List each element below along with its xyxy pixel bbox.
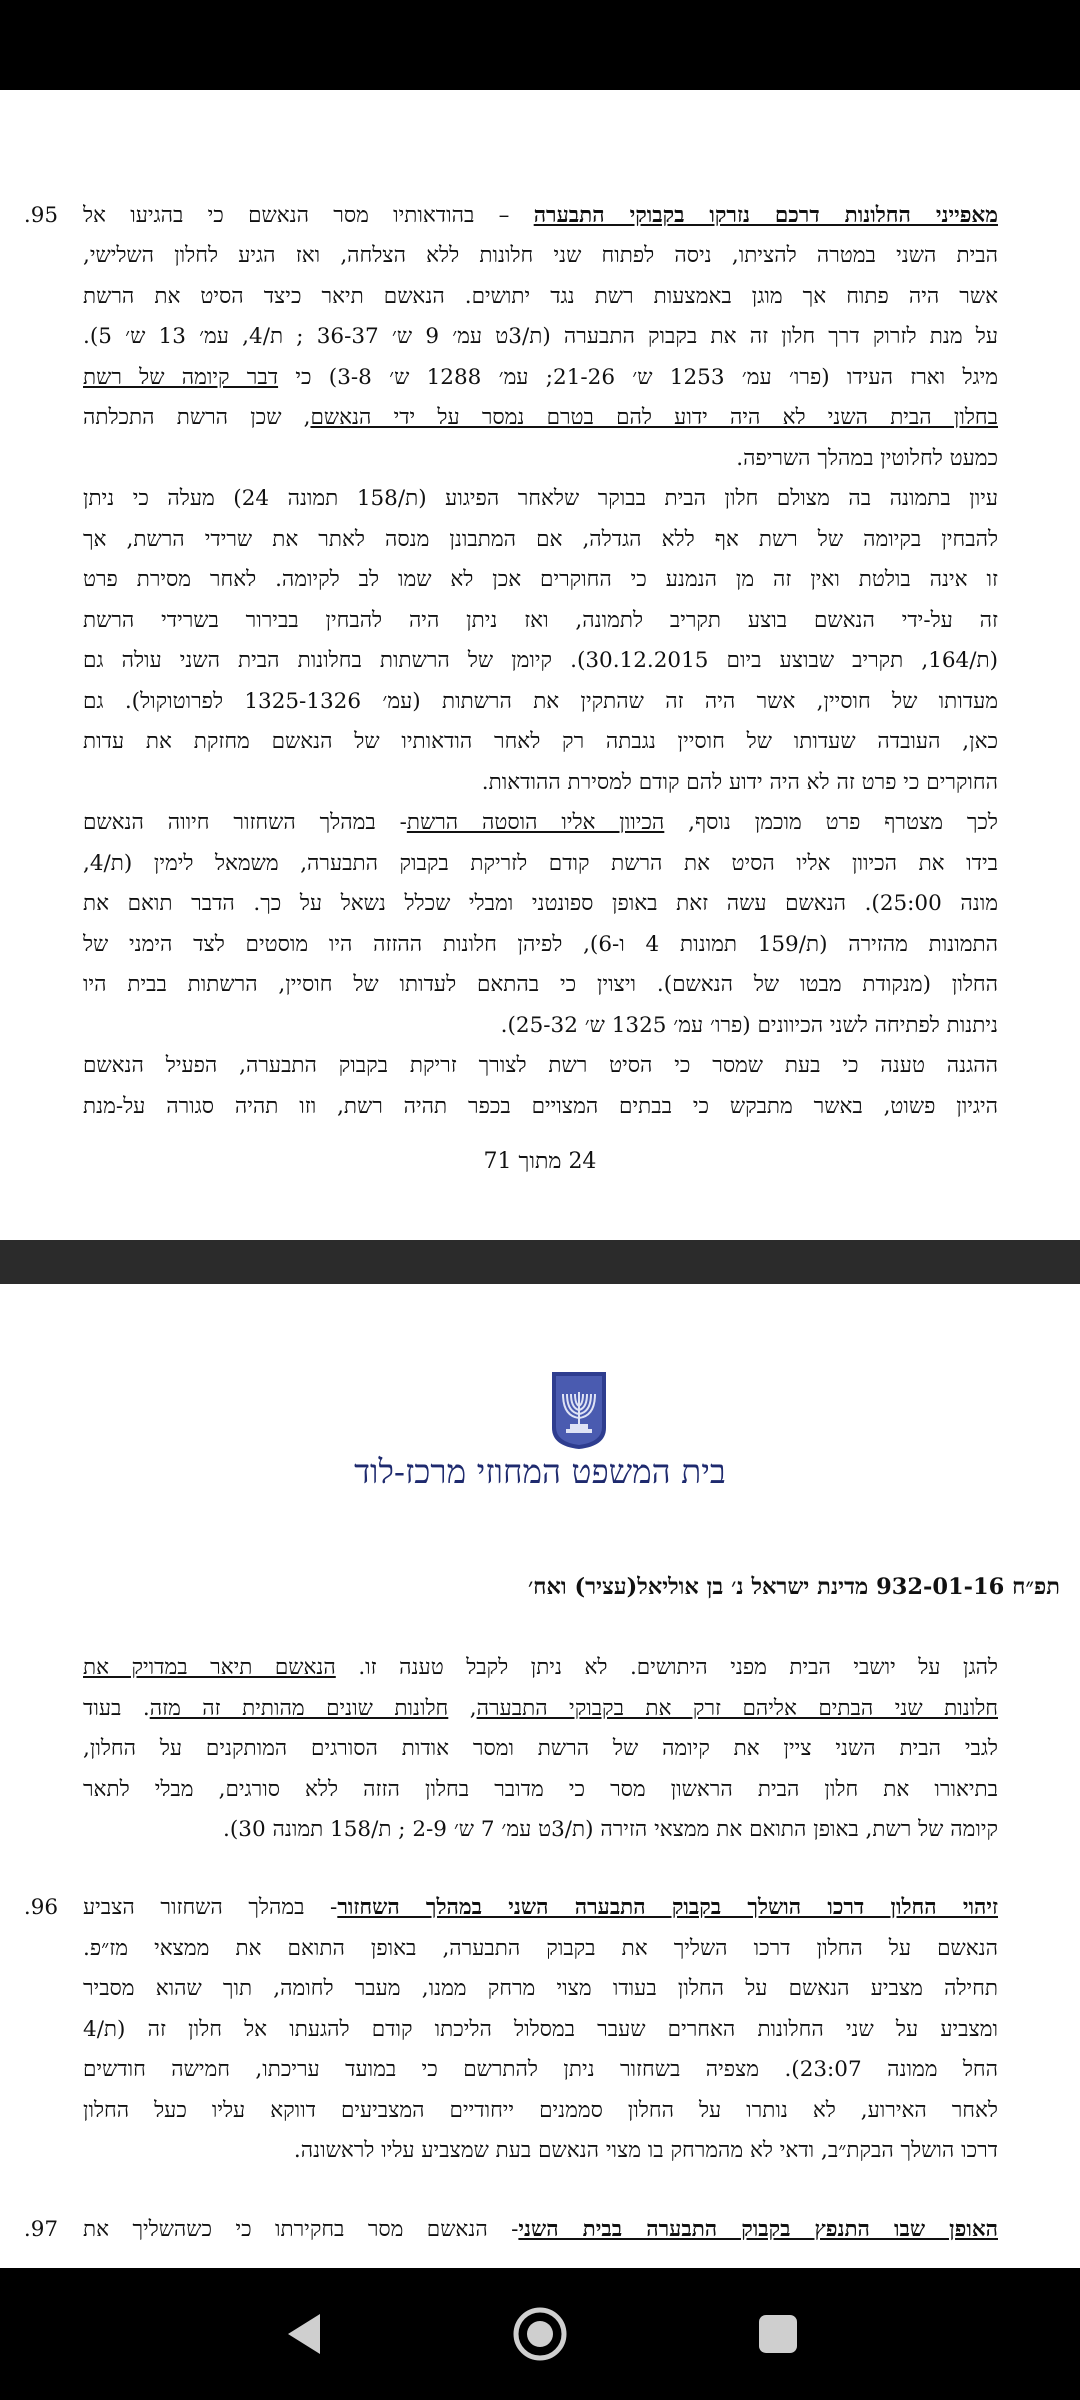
paragraph-heading: האופן שבו התנפץ בקבוק התבערה בבית השני (518, 2217, 998, 2242)
document-page (0, 90, 1080, 1240)
text-line: הבית השני במטרה להציתו, ניסה לפתוח שני חלונות ללא הצלחה, ואז הגיע לחלון השלישי, (83, 243, 998, 268)
case-header: תפ״ח 932-01-16 מדינת ישראל נ׳ בן אוליאל(עציר) ואח׳ (527, 1574, 1060, 1600)
text-line: כמעט לחלוטין במהלך השריפה. (736, 446, 998, 471)
text-line: אשר היה פתוח אך מוגן באמצעות רשת נגד יתושים. הנאשם תיאר כיצד הסיט את הרשת (83, 284, 998, 309)
text-line: להגן על יושבי הבית מפני היתושים. לא ניתן לקבל טענה זו. הנאשם תיאר במדויק את (83, 1655, 998, 1680)
text-line: החוקרים כי פרט זה לא היה ידוע להם קודם למסירת ההודאות. (481, 770, 998, 795)
text-line: מאפייני החלונות דרכם נזרקו בקבוקי התבערה – בהודאותיו מסר הנאשם כי בהגיעו אל (83, 203, 998, 228)
page-number: 24 מתוך 71 (483, 1149, 597, 1174)
paragraph-number: .95 (23, 203, 59, 228)
text-line: זה על-ידי הנאשם בוצע תקריב לתמונה, ואז ניתן היה להבחין בבירור בשרידי הרשת (83, 608, 998, 633)
recents-button[interactable] (718, 2268, 838, 2400)
text-line: זיהוי החלון דרכו הושלך בקבוק התבערה השני במהלך השחזור- במהלך השחזור הצביע (83, 1895, 998, 1920)
paragraph-number: .96 (23, 1895, 59, 1920)
text-line: על מנת לזרוק דרך חלון זה את בקבוק התבערה (ת/3ט עמ׳ 9 ש׳ 36-37 ; ת/4, עמ׳ 13 ש׳ 5). (83, 324, 998, 349)
text-line: החלון (מנקודת מבטו של הנאשם). ויצוין כי בהתאם לעדותו של חוסיין, הרשתות בבית היו (83, 972, 998, 997)
text-line: כאן, העובדה שעדותו של חוסיין נגבתה רק לאחר הודאותיו של הנאשם מחזקת את עדות (83, 729, 998, 754)
text-line: (ת/164, תקריב שבוצע ביום 30.12.2015). קיומן של הרשתות בחלונות הבית השני עולה גם (83, 648, 998, 673)
home-button[interactable] (480, 2268, 600, 2400)
navigation-bar (0, 2268, 1080, 2400)
text-line: בחלון הבית השני לא היה ידוע להם בטרם נמסר על ידי הנאשם, שכן הרשת התכלתה (83, 405, 998, 430)
paragraph-number: .97 (23, 2217, 59, 2242)
text-line: מיגל וארז העידו (פרו׳ עמ׳ 1253 ש׳ 21-26; עמ׳ 1288 ש׳ 3-8) כי דבר קיומה של רשת (83, 365, 998, 390)
paragraph-heading: מאפייני החלונות דרכם נזרקו בקבוקי התבערה (533, 203, 998, 228)
text-line: לכך מצטרף פרט מוכמן נוסף, הכיוון אליו הוסטה הרשת- במהלך השחזור חיווה הנאשם (83, 810, 998, 835)
text-line: קיומה של רשת, באופן התואם את ממצאי הזירה (ת/3ט עמ׳ 7 ש׳ 2-9 ; ת/158 תמונה 30). (223, 1817, 998, 1842)
text-line: זו אינה בולטת ואין זה מן הנמנע כי החוקרים אכן לא שמו לב לקיומה. לאחר מסירת פרט (83, 567, 998, 592)
home-icon (510, 2304, 570, 2364)
back-icon (282, 2310, 326, 2358)
text-line: דרכו הושלך הבקת״ב, ודאי לא מהמרחק בו מצוי הנאשם בעת שמצביע עליו לראשונה. (293, 2138, 998, 2163)
text-line: התמונות מהזירה (ת/159 תמונות 4 ו-6), לפיהן חלונות ההזזה היו מוסטים לצד הימני של (83, 932, 998, 957)
text-line: הנאשם על החלון דרכו השליך את בקבוק התבערה, באופן התואם את ממצאי מז״פ. (83, 1936, 998, 1961)
text-line: ההגנה טענה כי בעת שמסר כי הסיט רשת לצורך זריקת בקבוק התבערה, הפעיל הנאשם (83, 1053, 998, 1078)
text-line: לאחר האירוע, לא נותרו על החלון סממנים ייחודיים המצביעים דווקא עליו כעל החלון (83, 2098, 998, 2123)
court-name: בית המשפט המחוזי מרכז-לוד (354, 1452, 726, 1491)
text-line: עיון בתמונה בה מצולם חלון הבית בבוקר שלאחר הפיגוע (ת/158 תמונה 24) מעלה כי ניתן (83, 486, 998, 511)
text-line: בתיאורו את חלון הבית הראשון מסר כי מדובר בחלון הזזה ללא סורגים, מבלי לתאר (83, 1777, 998, 1802)
text-line: להבחין בקיומה של רשת אף ללא הגדלה, אם המתבונן מנסה לאתר את שרידי הרשת, אך (83, 527, 998, 552)
text-line: החל ממונה 23:07). מצפיה בשחזור ניתן להתרשם כי במועד עריכתו, חמישה חודשים (83, 2057, 998, 2082)
paragraph-heading: זיהוי החלון דרכו הושלך בקבוק התבערה השני במהלך השחזור (337, 1895, 998, 1920)
back-button[interactable] (244, 2268, 364, 2400)
text-line: היגיון פשוט, באשר מתבקש כי בבתים המצויים בכפר תהיה רשת, וזו תהיה סגורה על-מנת (83, 1094, 998, 1119)
text-line: חלונות שני הבתים אליהם זרק את בקבוקי התבערה, חלונות שונים מהותית זה מזה. בעוד (83, 1696, 998, 1721)
recents-icon (756, 2312, 800, 2356)
text-line: לגבי הבית השני ציין את קיומה של הרשת ומסר אודות הסורגים המותקנים על החלון, (83, 1736, 998, 1761)
text-line: ניתנות לפתיחה לשני הכיוונים (פרו׳ עמ׳ 1325 ש׳ 25-32). (500, 1013, 998, 1038)
document-page (0, 1284, 1080, 2268)
status-bar (0, 0, 1080, 90)
page-separator (0, 1240, 1080, 1284)
text-line: מעדותו של חוסיין, אשר היה זה שהתקין את הרשתות (עמ׳ 1325-1326 לפרוטוקול). גם (83, 689, 998, 714)
text-line: האופן שבו התנפץ בקבוק התבערה בבית השני- הנאשם מסר בחקירתו כי כשהשליך את (83, 2217, 998, 2242)
state-emblem-icon (550, 1370, 608, 1450)
text-line: בידו את הכיוון אליו הסיט את הרשת קודם לזריקת בקבוק התבערה, משמאל לימין (ת/4, (83, 851, 998, 876)
text-line: ומצביע על שני החלונות האחרים שעבר במסלול הליכתו קודם להגעתו אל חלון זה (ת/4 (83, 2017, 998, 2042)
text-line: מונה 25:00). הנאשם עשה זאת באופן ספונטני ומבלי שכלל נשאל על כך. הדבר תואם את (83, 891, 998, 916)
text-line: תחילה מצביע הנאשם על החלון בעודו מצוי מרחק ממנו, מעבר לחומה, תוך שהוא מסביר (83, 1976, 998, 2001)
